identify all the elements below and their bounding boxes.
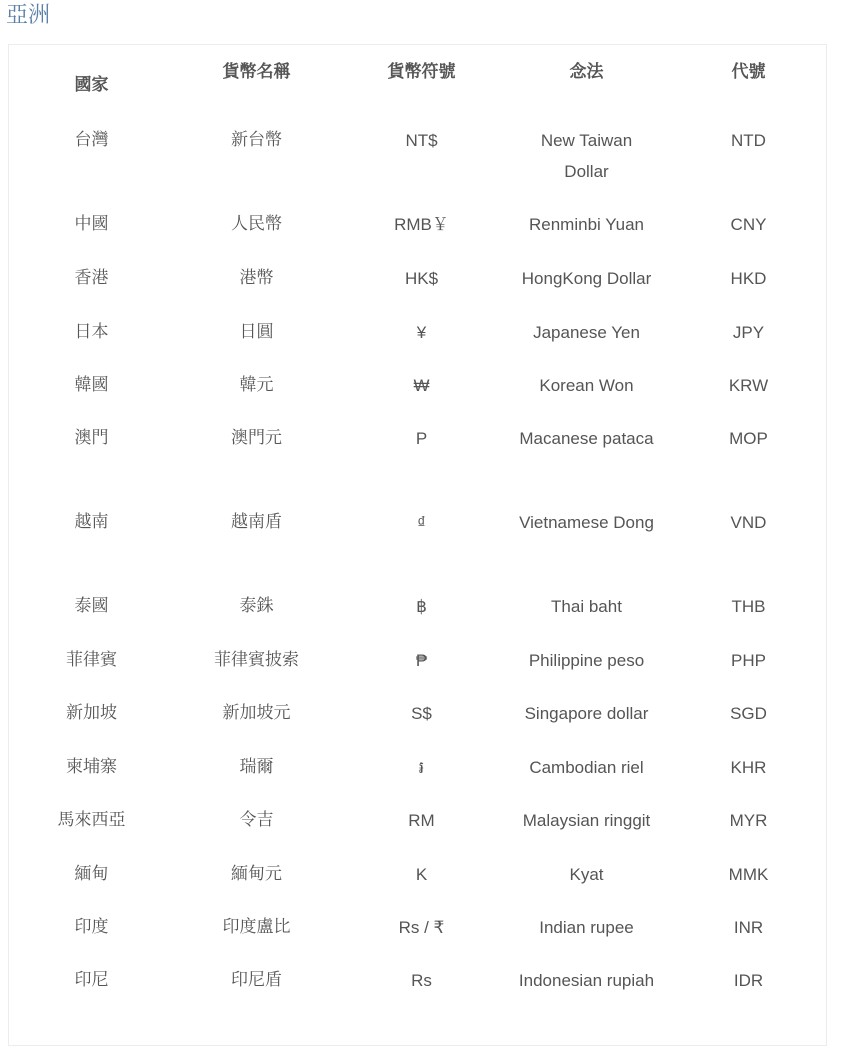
table-row [9,965,828,1040]
cell-code: NTD [731,131,766,150]
table-header-row [9,45,828,125]
cell-pronunciation [504,317,669,370]
cell-pronunciation [504,370,669,423]
cell-country: 越南 [74,512,109,532]
cell-country: 緬甸 [74,864,109,884]
currency-table-container [8,44,827,1046]
cell-pronunciation [504,965,669,1040]
table-body [9,125,828,1040]
pronunciation-text: Philippine peso [528,651,645,670]
cell-currency-name: 令吉 [239,810,274,830]
cell-code: MOP [729,429,768,448]
cell-pronunciation [504,752,669,805]
table-row [9,423,828,507]
cell-symbol: P [415,429,428,448]
cell-symbol: Rs [411,971,432,990]
cell-code: JPY [732,323,765,342]
cell-symbol: ₱ [415,651,428,670]
table-row [9,752,828,805]
cell-code: MMK [728,865,769,884]
pronunciation-text: Korean Won [539,376,634,395]
cell-code: HKD [730,269,767,288]
table-row [9,859,828,912]
cell-code: KHR [730,758,767,777]
pronunciation-text: Indian rupee [539,918,634,937]
header-country: 國家 [74,75,109,95]
cell-pronunciation [504,423,669,507]
cell-pronunciation [504,209,669,263]
header-code: 代號 [731,62,766,82]
header-currency-name: 貨幣名稱 [222,62,291,82]
cell-country: 泰國 [74,596,109,616]
cell-country: 台灣 [74,130,109,150]
cell-symbol: ៛ [418,758,425,777]
cell-symbol: S$ [411,704,432,723]
table-row [9,645,828,698]
cell-symbol: K [415,865,428,884]
table-row [9,263,828,317]
cell-pronunciation [504,698,669,752]
cell-symbol: Rs / ₹ [398,918,445,937]
pronunciation-text: Thai baht [551,597,622,616]
cell-currency-name: 韓元 [239,375,274,395]
cell-code: KRW [728,376,769,395]
cell-country: 澳門 [74,428,109,448]
cell-symbol: RMB￥ [394,215,449,234]
cell-country: 中國 [74,214,109,234]
pronunciation-text: Kyat [569,865,604,884]
cell-currency-name: 澳門元 [231,428,282,448]
pronunciation-text: HongKong Dollar [521,269,652,288]
cell-symbol: RM [408,811,435,830]
cell-country: 韓國 [74,375,109,395]
cell-code: IDR [733,971,764,990]
pronunciation-text: Indonesian rupiah [518,971,655,990]
pronunciation-text: Renminbi Yuan [529,215,644,234]
cell-currency-name: 印尼盾 [231,970,282,990]
cell-country: 香港 [74,268,109,288]
cell-currency-name: 人民幣 [231,214,282,234]
cell-code: SGD [730,704,767,723]
cell-currency-name: 緬甸元 [231,864,282,884]
cell-country: 新加坡 [66,703,117,723]
table-row [9,125,828,209]
cell-symbol: ₩ [413,376,430,395]
cell-country: 印尼 [74,970,109,990]
cell-country: 馬來西亞 [57,810,126,830]
cell-symbol: HK$ [404,269,439,288]
table-row [9,370,828,423]
cell-pronunciation [504,912,669,965]
cell-pronunciation [504,125,669,209]
cell-country: 印度 [74,917,109,937]
cell-currency-name: 港幣 [239,268,274,288]
cell-pronunciation [504,263,669,317]
table-row [9,209,828,263]
cell-code: THB [731,597,766,616]
pronunciation-text: Japanese Yen [533,323,640,342]
cell-currency-name: 菲律賓披索 [214,650,299,670]
currency-table [9,45,828,1040]
table-row [9,698,828,752]
cell-code: MYR [729,811,768,830]
cell-currency-name: 新加坡元 [222,703,291,723]
cell-pronunciation [504,805,669,859]
cell-currency-name: 日圓 [239,322,274,342]
pronunciation-text: Cambodian riel [529,758,644,777]
table-row [9,507,828,591]
cell-code: CNY [730,215,767,234]
cell-country: 菲律賓 [66,650,117,670]
cell-currency-name: 泰銖 [239,596,274,616]
cell-pronunciation [504,859,669,912]
pronunciation-text: New Taiwan Dollar [540,131,633,181]
header-symbol: 貨幣符號 [387,62,456,82]
cell-country: 日本 [74,322,109,342]
table-row [9,912,828,965]
header-pronunciation: 念法 [569,62,604,82]
cell-code: INR [733,918,764,937]
table-row [9,591,828,645]
cell-symbol: ฿ [416,597,427,616]
cell-code: VND [730,513,767,532]
table-row [9,805,828,859]
cell-pronunciation [504,507,669,591]
cell-currency-name: 越南盾 [231,512,282,532]
pronunciation-text: Malaysian ringgit [522,811,651,830]
cell-currency-name: 新台幣 [231,130,282,150]
section-title: 亞洲 [6,3,51,28]
cell-country: 柬埔寨 [66,757,117,777]
pronunciation-text: Vietnamese Dong [519,513,654,532]
cell-symbol: ₫ [417,513,426,532]
cell-code: PHP [731,651,766,670]
cell-pronunciation [504,645,669,698]
cell-currency-name: 印度盧比 [222,917,291,937]
table-row [9,317,828,370]
cell-pronunciation [504,591,669,645]
pronunciation-text: Singapore dollar [524,704,649,723]
cell-symbol: NT$ [405,131,438,150]
cell-currency-name: 瑞爾 [239,757,274,777]
pronunciation-text: Macanese pataca [519,429,654,448]
cell-symbol: ¥ [416,323,427,342]
